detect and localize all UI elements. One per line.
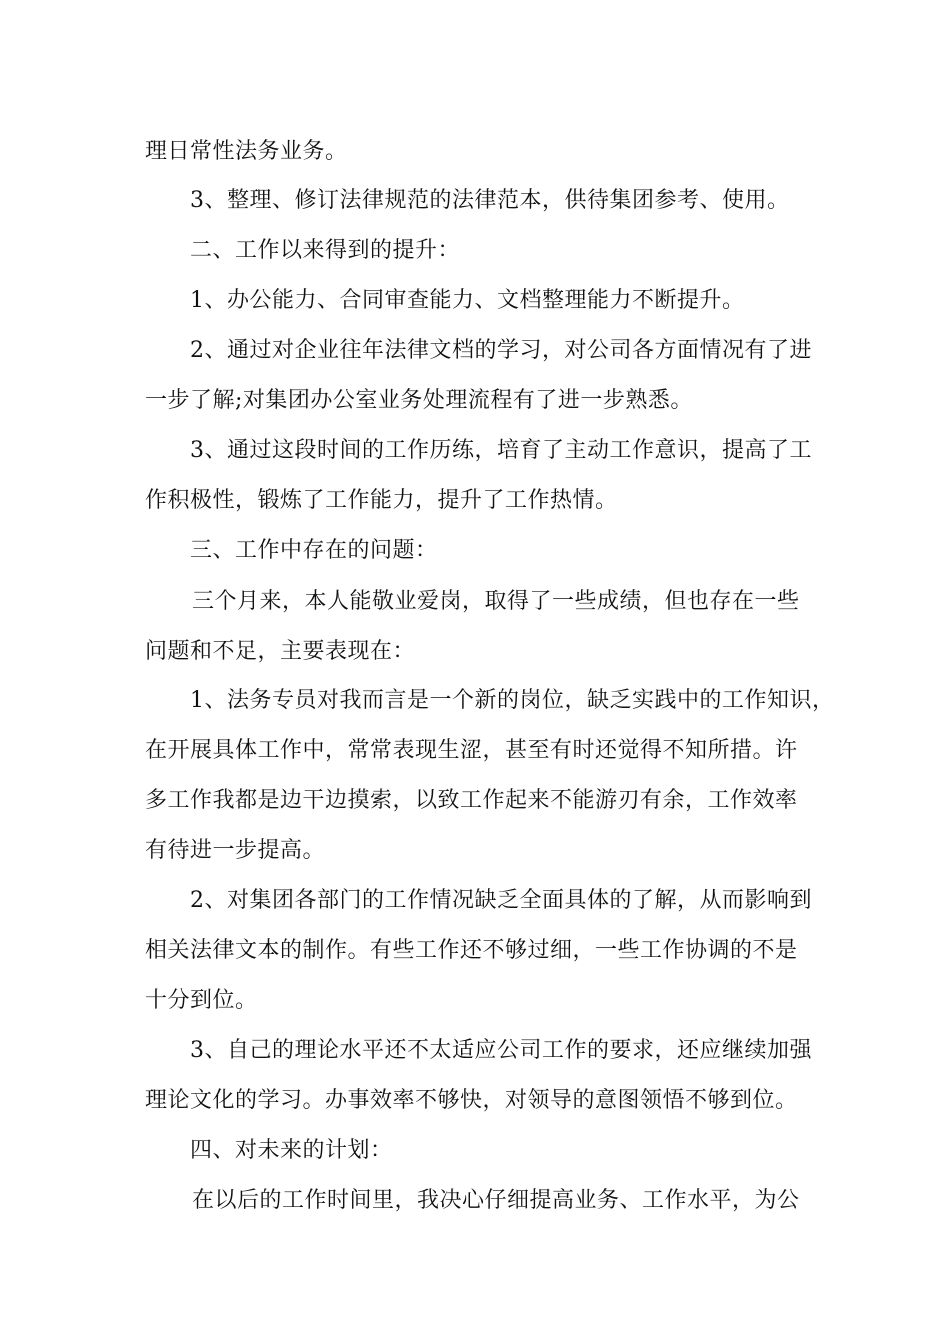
text-line: 三个月来，本人能敬业爱岗，取得了一些成绩，但也存在一些 [192, 589, 800, 614]
text-line: 理论文化的学习。办事效率不够快，对领导的意图领悟不够到位。 [145, 1088, 798, 1113]
section-heading: 二、工作以来得到的提升： [190, 238, 461, 263]
text-line: 2、通过对企业往年法律文档的学习，对公司各方面情况有了进 [190, 338, 812, 363]
text-line: 作积极性，锻炼了工作能力，提升了工作热情。 [145, 488, 618, 513]
text-line: 理日常性法务业务。 [145, 139, 348, 164]
section-heading: 四、对未来的计划： [190, 1138, 393, 1163]
section-heading: 三、工作中存在的问题： [190, 538, 438, 563]
text-line: 3、整理、修订法律规范的法律范本，供待集团参考、使用。 [190, 188, 790, 213]
text-line: 3、自己的理论水平还不太适应公司工作的要求，还应继续加强 [190, 1038, 812, 1063]
text-line: 问题和不足，主要表现在： [145, 639, 416, 664]
text-line: 在开展具体工作中，常常表现生涩，甚至有时还觉得不知所措。许 [145, 738, 798, 763]
text-line: 十分到位。 [145, 988, 258, 1013]
text-line: 3、通过这段时间的工作历练，培育了主动工作意识，提高了工 [190, 438, 812, 463]
text-line: 在以后的工作时间里，我决心仔细提高业务、工作水平，为公 [192, 1188, 800, 1213]
text-line: 多工作我都是边干边摸索，以致工作起来不能游刃有余，工作效率 [145, 788, 798, 813]
text-line: 1、法务专员对我而言是一个新的岗位，缺乏实践中的工作知识， [190, 688, 835, 713]
text-line: 有待进一步提高。 [145, 838, 326, 863]
text-line: 2、对集团各部门的工作情况缺乏全面具体的了解，从而影响到 [190, 888, 812, 913]
text-line: 一步了解;对集团办公室业务处理流程有了进一步熟悉。 [145, 388, 693, 413]
text-line: 相关法律文本的制作。有些工作还不够过细，一些工作协调的不是 [145, 938, 798, 963]
text-line: 1、办公能力、合同审查能力、文档整理能力不断提升。 [190, 288, 745, 313]
